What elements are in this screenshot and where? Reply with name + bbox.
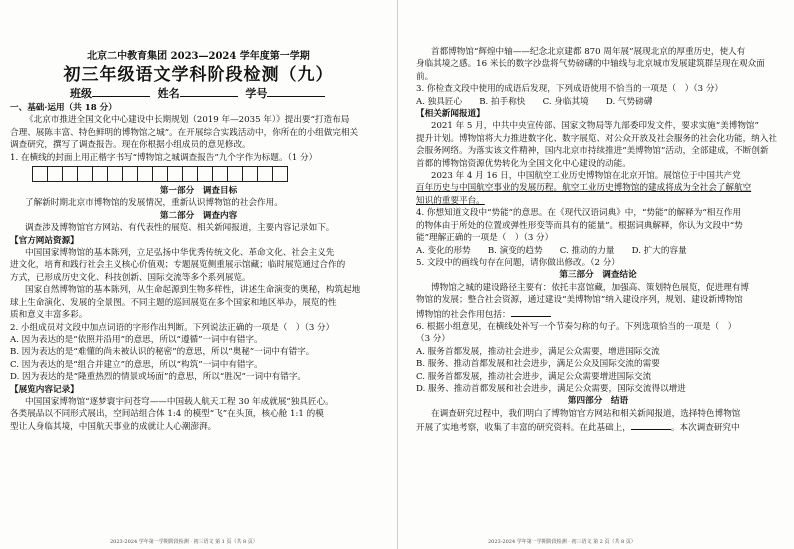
text-line: 型让人身临其境，中国航天事业的成就让人心潮澎湃。	[10, 421, 217, 432]
grid-cell[interactable]	[62, 166, 78, 182]
grid-cell[interactable]	[182, 166, 198, 182]
grid-cell[interactable]	[137, 166, 153, 182]
grid-cell[interactable]	[77, 166, 93, 182]
option-b: B. 服务、推动首都发展和社会进步，满足公众及国际交流的需要	[416, 359, 660, 370]
grid-cell[interactable]	[122, 166, 138, 182]
id-field[interactable]	[267, 86, 325, 97]
part-title: 第四部分 结语	[567, 396, 629, 407]
text-line: 物馆的发展；整合社会资源，通过建设“美博物馆”纳入建设序列，规划、建设新博物馆	[416, 295, 743, 306]
school-title: 北京二中教育集团 2023—2024 学年度第一学期	[87, 51, 310, 62]
part-title: 第二部分 调查内容	[159, 210, 238, 221]
grid-cell[interactable]	[167, 166, 183, 182]
text-line: 能”理解正确的一项是（ ）（3 分）	[416, 233, 554, 244]
option-b: B. 因为表达的是“难懂的尚未被认识的秘密”的意思，所以“奥秘”一词中有错字。	[10, 347, 315, 358]
subheading: 【官方网站资源】	[10, 235, 79, 246]
options-q3: A. 独具匠心 B. 拍手称快 C. 身临其境 D. 气势磅礴	[416, 96, 653, 107]
text-line: 国家自然博物馆的基本陈列，从生命起源到生物多样性，讲述生命演变的奥秘，构筑起地	[25, 285, 361, 296]
section-title: 一、基础·运用（共 18 分）	[10, 103, 117, 113]
grid-cell[interactable]	[92, 166, 108, 182]
intro-line: 《北京市推进全国文化中心建设中长期规划（2019 年—2035 年）》提出要“打造布局	[25, 115, 350, 126]
subheading: 【展览内容记录】	[10, 384, 79, 395]
text-line: 各类展品以不同形式展出，空间站组合体 1:4 的模型“飞”在头顶，核心舱 1:1 的模	[10, 409, 324, 420]
option-d: D. 因为表达的是“隆重热烈的情景或场面”的意思，所以“胜况”一词中有错字。	[10, 372, 307, 383]
grid-cell[interactable]	[227, 166, 243, 182]
grid-cell[interactable]	[47, 166, 63, 182]
text-line: 球上生命演化、发展的全景图。不同主题的巡回展览在多个国家和地区举办，展览的性	[10, 297, 337, 308]
right-page	[397, 0, 794, 549]
page-footer: 2023-2024 学年第一学期阶段检测 · 初三语文 第 2 页（共 8 页）	[488, 539, 636, 545]
text-line: 方式，已形成历史文化、科技创新、国际交流等多个系列展览。	[10, 272, 251, 283]
intro-line: 合理、展陈丰富、特色鲜明的博物馆之城”。在开展综合实践活动中，你所在的小组做完相关	[10, 127, 359, 138]
text-span: 开展了实地考察，收集了丰富的研究资料。在此基础上，	[416, 423, 631, 434]
student-info	[10, 86, 387, 102]
page-footer: 2023-2024 学年第一学期阶段检测 · 初三语文 第 1 页（共 8 页）	[110, 539, 258, 545]
text-line: 2021 年 5 月，中共中央宣传部、国家文物局等九部委印发文件，要求实施“美博物馆”	[431, 121, 759, 132]
question-1: 1. 在横线的封面上用正楷字书写“博物馆之城调查报告”九个字作为标题。（1 分）	[10, 152, 318, 163]
name-field[interactable]	[180, 86, 238, 97]
class-label: 班级	[70, 87, 92, 100]
grid-cell[interactable]	[107, 166, 123, 182]
underlined-line: 知识的重要平台。	[416, 195, 485, 206]
grid-cell[interactable]	[212, 166, 228, 182]
question-2: 2. 小组成员对文段中加点词语的字形作出判断。下列说法正确的一项是（ ）（3 分）	[10, 322, 335, 333]
answer-blank[interactable]	[631, 420, 671, 430]
grid-cell[interactable]	[242, 166, 258, 182]
grid-cell[interactable]	[152, 166, 168, 182]
part-title: 第一部分 调查目标	[159, 186, 238, 197]
grid-cell[interactable]	[257, 166, 273, 182]
text-line: 中国国家博物馆“逐梦寰宇问苍穹——中国载人航天工程 30 年成就展”独具匠心。	[25, 396, 334, 407]
text-line: 在调查研究过程中，我们明白了博物馆官方网站和相关新闻报道，选择特色博物馆	[431, 408, 741, 419]
option-d: D. 服务、推动首都发展和社会进步，满足公众需要，国际交流得以增进	[416, 383, 686, 394]
question-6: 6. 根据小组意见，在横线处补写一个节奏匀称的句子。下列选项恰当的一项是（ ）	[416, 321, 737, 332]
question-3: 3. 你检查文段中使用的成语后发现，下列成语使用不恰当的一项是（ ）（3 分）	[416, 84, 724, 95]
text-line: 质和意义丰富多彩。	[10, 310, 88, 321]
text-line: 会服务网络。为落实该文件精神，国内北京市持续推进“美博物馆”活动，全部建成，不断创新	[416, 146, 769, 157]
options-q4: A. 变化的形势 B. 演变的趋势 C. 推动的力量 D. 扩大的容量	[416, 245, 687, 256]
underlined-line: 百年历史与中国航空事业的发展历程。航空工业历史博物馆的建成将成为全社会了解航空	[416, 183, 752, 194]
grid-cell[interactable]	[32, 166, 48, 182]
grid-cell[interactable]	[272, 166, 288, 182]
text-line: 调查涉及博物馆官方网站、有代表性的展览、相关新闻报道，主要内容记录如下。	[25, 223, 335, 234]
text-line: （3 分）	[416, 334, 450, 345]
text-line: 中国国家博物馆的基本陈列，立足弘扬中华优秀传统文化、革命文化、社会主义先	[25, 248, 335, 259]
question-4: 4. 你想知道文段中“势能”的意思。在《现代汉语词典》中，“势能”的解释为“相互作用	[416, 208, 742, 219]
text-line	[416, 420, 780, 434]
id-label: 学号	[245, 87, 268, 100]
text-span: 。本次调查研究中	[670, 423, 740, 434]
text-line: 首都的博物馆资源优势转化为全国文化中心建设的动能。	[416, 158, 631, 169]
option-a: A. 因为表达的是“依照并沿用”的意思，所以“遵循”一词中有错字。	[10, 334, 263, 345]
writing-grid[interactable]	[32, 166, 387, 182]
text-line: 进文化，培育和践行社会主义核心价值观；专题展览侧重展示馆藏；临时展览通过合作的	[10, 260, 346, 271]
name-label: 姓名	[157, 87, 180, 100]
grid-cell[interactable]	[197, 166, 213, 182]
text-line: 提升计划。博物馆将大力推进数字化、数字展览、对公众开放及社会服务的社会化功能，纳入社	[416, 133, 777, 144]
intro-line: 调查研究，撰写了调查报告。现在你根据小组成员的意见修改。	[10, 140, 251, 151]
text-line: 博物馆之城的建设路径主要有：依托丰富馆藏，加强高、策划特色展览，促进理有博	[431, 282, 749, 293]
text-line: 首都博物馆“辉煌中轴——纪念北京建都 870 周年展”展现北京的厚重历史，使人有	[431, 47, 746, 57]
option-c: C. 服务首都发展，推动社会进步，满足公众需要增进国际交流	[416, 371, 652, 382]
text-line: 2023 年 4 月 16 日，中国航空工业历史博物馆在北京开馆。展馆位于中国共产党	[431, 171, 741, 182]
option-c: C. 因为表达的是“组合并建立”的意思，所以“构筑”一词中有错字。	[10, 359, 263, 370]
part-title: 第三部分 调查结论	[559, 270, 637, 281]
text-line: 的物体由于所处的位置或弹性形变等而具有的能量”。根据词典解释，你认为文段中“势	[416, 220, 743, 231]
answer-blank[interactable]	[511, 307, 551, 317]
exam-title: 初三年级语文学科阶段检测（九）	[63, 65, 334, 85]
subheading: 【相关新闻报道】	[416, 109, 485, 120]
class-field[interactable]	[92, 86, 150, 97]
text-span: 博物馆的社会作用包括：	[416, 309, 511, 320]
question-5: 5. 文段中的画线句存在问题，请你做出修改。（2 分）	[416, 257, 620, 268]
text-line: 前。	[416, 71, 434, 82]
text-line: 了解新时期北京市博物馆的发展情况，重新认识博物馆的社会作用。	[25, 198, 283, 209]
text-line: 身临其境之感。16 米长的数字沙盘将气势磅礴的中轴线与北京城市发展建筑群呈现在观众面	[416, 59, 765, 70]
option-a: A. 服务首都发展，推动社会进步，满足公众需要，增进国际交流	[416, 346, 660, 357]
text-line	[416, 307, 780, 321]
